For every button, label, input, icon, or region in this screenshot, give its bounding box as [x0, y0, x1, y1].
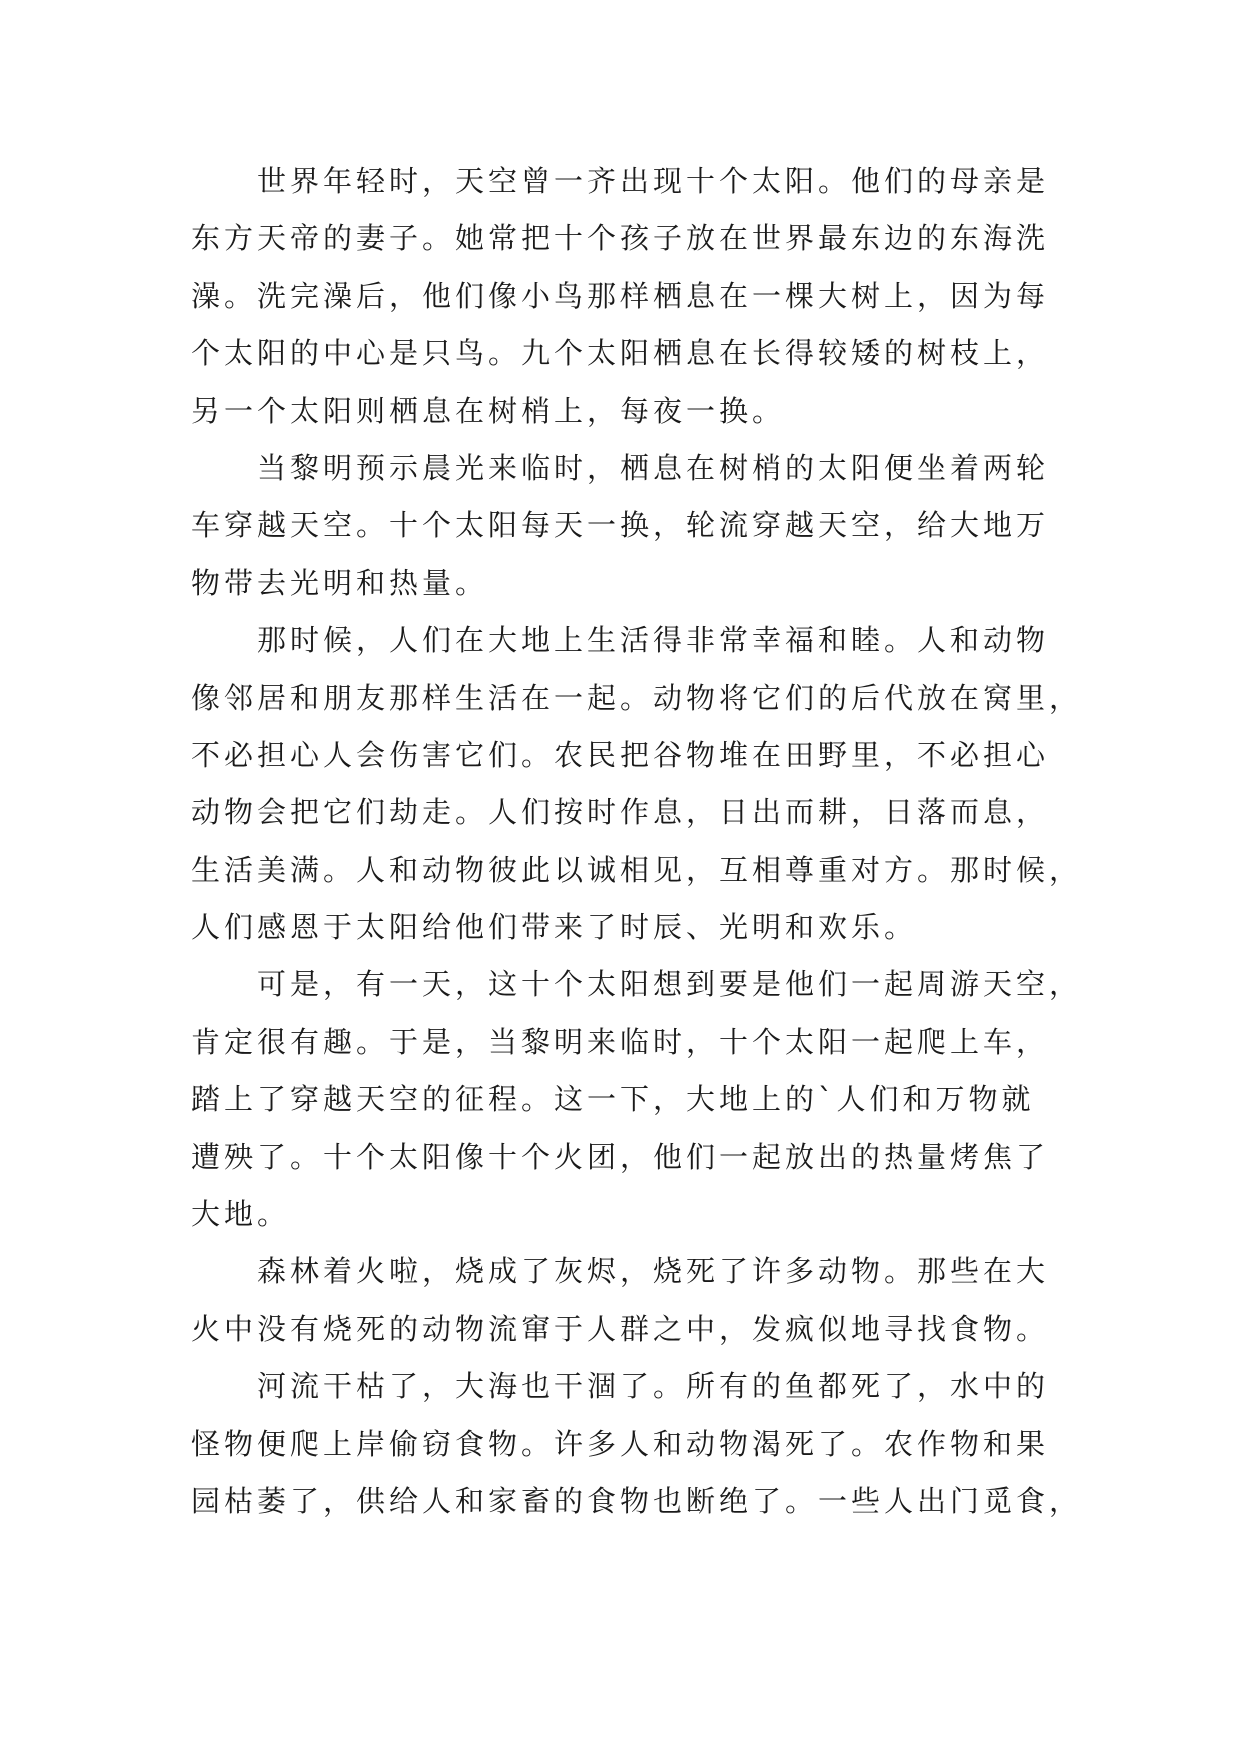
- text-line: 那时候，人们在大地上生活得非常幸福和睦。人和动物: [257, 623, 1050, 658]
- text-line: 另一个太阳则栖息在树梢上，每夜一换。: [191, 393, 786, 428]
- text-line: 当黎明预示晨光来临时，栖息在树梢的太阳便坐着两轮: [257, 450, 1050, 485]
- document-body: [191, 153, 1083, 1530]
- paragraph: [191, 956, 1083, 1243]
- text-line: 河流干枯了，大海也干涸了。所有的鱼都死了，水中的: [257, 1369, 1050, 1404]
- text-line: 个太阳的中心是只鸟。九个太阳栖息在长得较矮的树枝上，: [191, 336, 1050, 371]
- text-line: 生活美满。人和动物彼此以诚相见，互相尊重对方。那时候，: [191, 852, 1083, 887]
- text-line: 火中没有烧死的动物流窜于人群之中，发疯似地寻找食物。: [191, 1311, 1050, 1346]
- text-line: 园枯萎了，供给人和家畜的食物也断绝了。一些人出门觅食，: [191, 1483, 1083, 1518]
- text-line: 人们感恩于太阳给他们带来了时辰、光明和欢乐。: [191, 910, 918, 945]
- paragraph: [191, 440, 1061, 612]
- text-line: 踏上了穿越天空的征程。这一下，大地上的`人们和万物就: [191, 1082, 1035, 1117]
- paragraph: [191, 612, 1083, 956]
- paragraph: [191, 1358, 1083, 1530]
- text-line: 可是，有一天，这十个太阳想到要是他们一起周游天空，: [257, 967, 1083, 1002]
- text-line: 森林着火啦，烧成了灰烬，烧死了许多动物。那些在大: [257, 1254, 1050, 1289]
- text-line: 像邻居和朋友那样生活在一起。动物将它们的后代放在窝里，: [191, 680, 1083, 715]
- text-line: 动物会把它们劫走。人们按时作息，日出而耕，日落而息，: [191, 795, 1050, 830]
- paragraph: [191, 1243, 1061, 1358]
- text-line: 物带去光明和热量。: [191, 565, 489, 600]
- text-line: 肯定很有趣。于是，当黎明来临时，十个太阳一起爬上车，: [191, 1024, 1050, 1059]
- text-line: 东方天帝的妻子。她常把十个孩子放在世界最东边的东海洗: [191, 221, 1050, 256]
- text-line: 车穿越天空。十个太阳每天一换，轮流穿越天空，给大地万: [191, 508, 1050, 543]
- text-line: 遭殃了。十个太阳像十个火团，他们一起放出的热量烤焦了: [191, 1139, 1050, 1174]
- text-line: 澡。洗完澡后，他们像小鸟那样栖息在一棵大树上，因为每: [191, 278, 1050, 313]
- paragraph: [191, 153, 1061, 440]
- text-line: 世界年轻时，天空曾一齐出现十个太阳。他们的母亲是: [257, 164, 1050, 198]
- text-line: 怪物便爬上岸偷窃食物。许多人和动物渴死了。农作物和果: [191, 1426, 1050, 1461]
- text-line: 大地。: [191, 1197, 291, 1232]
- text-line: 不必担心人会伤害它们。农民把谷物堆在田野里，不必担心: [191, 737, 1050, 772]
